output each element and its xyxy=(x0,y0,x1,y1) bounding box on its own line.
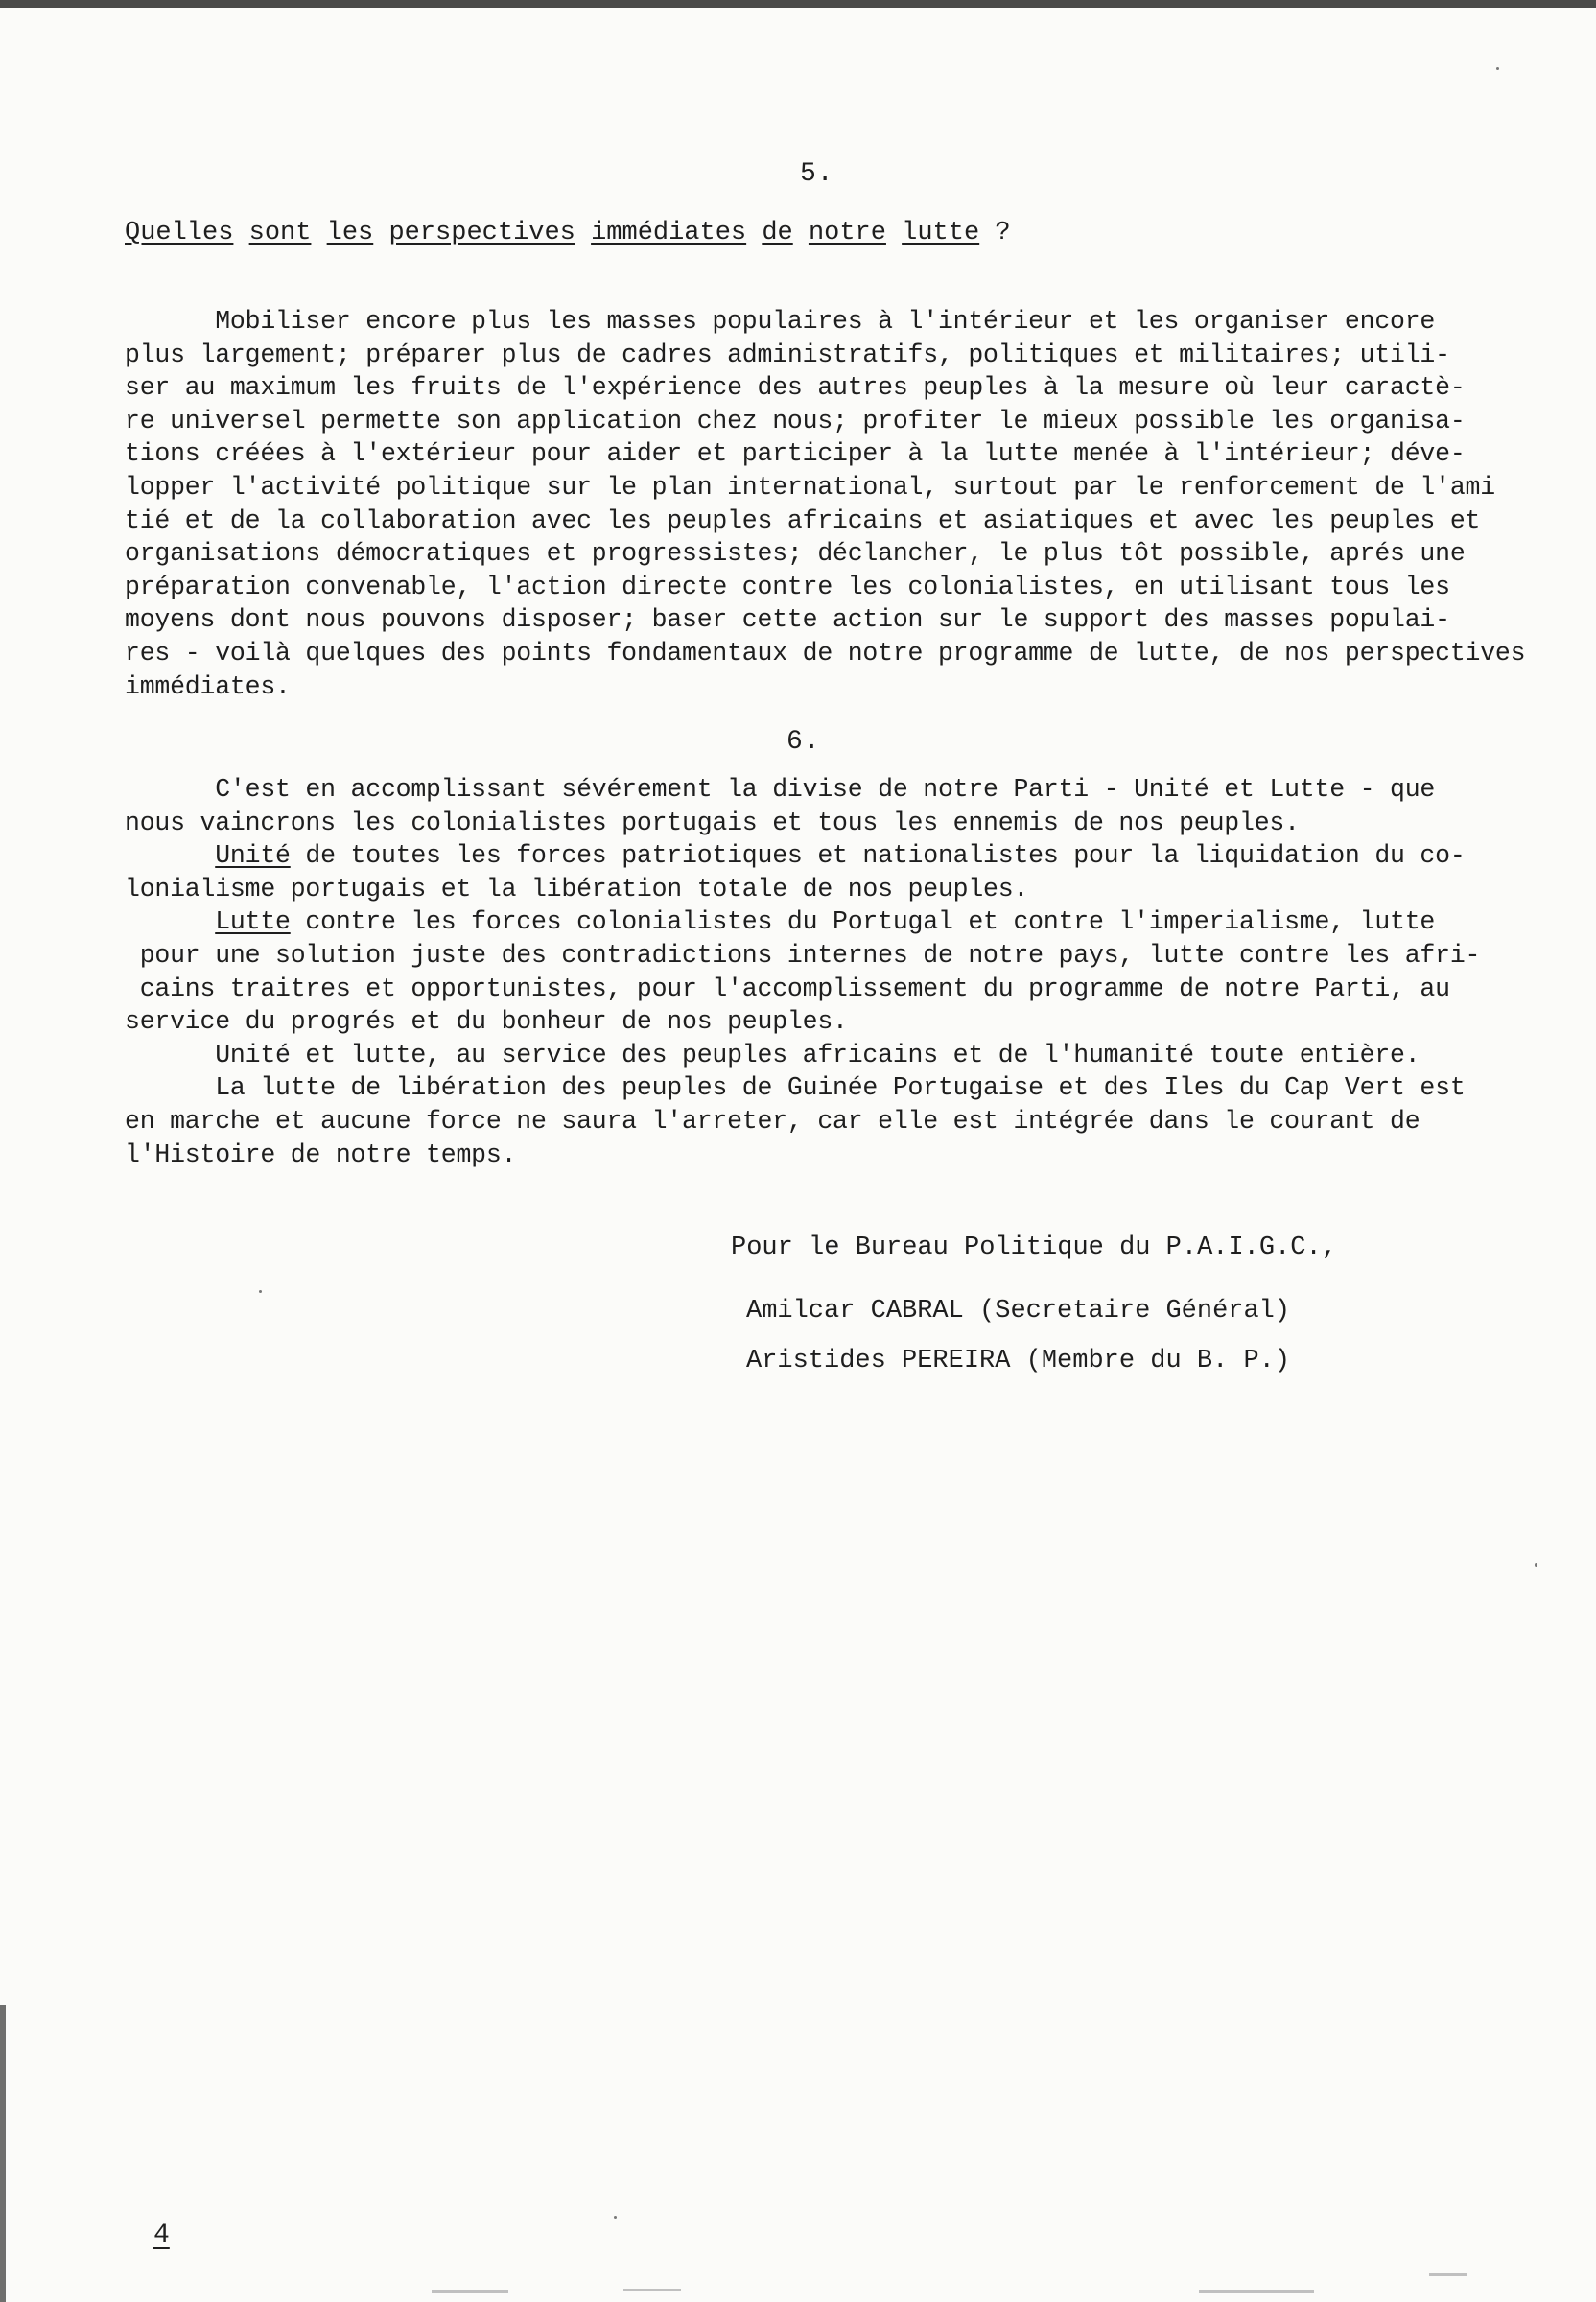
scan-speck xyxy=(259,1290,262,1293)
heading-word: les xyxy=(326,219,374,247)
scan-edge-left xyxy=(0,2005,6,2302)
text-line: ser au maximum les fruits de l'expérience des autres peuples à la mesure où leur caractè- xyxy=(125,373,1466,403)
heading-word: de xyxy=(762,219,793,247)
text-line: pour une solution juste des contradictions internes de notre pays, lutte contre les afri- xyxy=(125,940,1481,970)
text-line: l'Histoire de notre temps. xyxy=(125,1139,517,1169)
heading-word: immédiates xyxy=(591,219,747,247)
text-line: Unité et lutte, au service des peuples africains et de l'humanité toute entière. xyxy=(125,1040,1420,1069)
scan-speck xyxy=(1496,67,1499,70)
signature-pereira-line: Aristides PEREIRA (Membre du B. P.) xyxy=(746,1347,1291,1375)
scan-speck xyxy=(1535,1563,1537,1567)
section-number-6: 6. xyxy=(786,727,821,757)
section5-paragraph xyxy=(125,305,1525,703)
scan-edge-top xyxy=(0,0,1596,8)
heading-question-mark: ? xyxy=(995,219,1011,247)
text-line: plus largement; préparer plus de cadres administratifs, politiques et militaires; utili- xyxy=(125,340,1450,369)
text-line: immédiates. xyxy=(125,671,291,701)
text-line: moyens dont nous pouvons disposer; baser cette action sur le support des masses populai- xyxy=(125,605,1450,635)
heading-word: lutte xyxy=(902,219,980,247)
text-line: cains traitres et opportunistes, pour l'accomplissement du programme de notre Parti, au xyxy=(125,974,1450,1003)
text-line: tié et de la collaboration avec les peuples africains et asiatiques et avec les peuples et xyxy=(125,505,1481,535)
heading-word: Quelles xyxy=(125,219,234,247)
text-line: service du progrés et du bonheur de nos peuples. xyxy=(125,1007,848,1037)
scan-smudge xyxy=(1429,2273,1467,2276)
text-line: organisations démocratiques et progressistes; déclancher, le plus tôt possible, aprés une xyxy=(125,539,1466,569)
heading-word: perspectives xyxy=(388,219,575,247)
scan-smudge xyxy=(432,2290,508,2293)
text-line: nous vaincrons les colonialistes portugais et tous les ennemis de nos peuples. xyxy=(125,808,1300,837)
text-line: tions créées à l'extérieur pour aider et participer à la lutte menée à l'intérieur; déve- xyxy=(125,439,1466,469)
underlined-word-lutte: Lutte xyxy=(215,907,291,937)
text-line: lonialisme portugais et la libération totale de nos peuples. xyxy=(125,874,1029,904)
text-line: res - voilà quelques des points fondamentaux de notre programme de lutte, de nos perspectives xyxy=(125,638,1526,668)
text-line: en marche et aucune force ne saura l'arreter, car elle est intégrée dans le courant de xyxy=(125,1106,1420,1136)
scan-speck xyxy=(614,2216,617,2219)
signature-cabral-line: Amilcar CABRAL (Secretaire Général) xyxy=(746,1297,1291,1326)
section-number-5: 5. xyxy=(800,159,834,189)
text-line: C'est en accomplissant sévérement la divise de notre Parti - Unité et Lutte - que xyxy=(125,775,1436,804)
scan-smudge xyxy=(1199,2290,1314,2293)
footer-page-number: 4 xyxy=(153,2220,170,2250)
text-line: Mobiliser encore plus les masses populaires à l'intérieur et les organiser encore xyxy=(125,307,1436,336)
text-line: Unité de toutes les forces patriotiques et nationalistes pour la liquidation du co- xyxy=(215,841,1466,871)
section6-body xyxy=(125,773,1480,1171)
text-line: Lutte contre les forces colonialistes du Portugal et contre l'imperialisme, lutte xyxy=(215,907,1436,937)
heading-word: notre xyxy=(808,219,886,247)
section-heading xyxy=(125,219,1011,247)
text-line: re universel permette son application chez nous; profiter le mieux possible les organisa- xyxy=(125,406,1466,435)
heading-word: sont xyxy=(248,219,312,247)
text-line: La lutte de libération des peuples de Guinée Portugaise et des Iles du Cap Vert est xyxy=(125,1073,1466,1103)
scan-smudge xyxy=(623,2289,681,2291)
underlined-word-unite: Unité xyxy=(215,841,291,871)
text-line: lopper l'activité politique sur le plan international, surtout par le renforcement de l'ami xyxy=(125,472,1495,502)
text-line: préparation convenable, l'action directe contre les colonialistes, en utilisant tous les xyxy=(125,572,1450,601)
signature-bureau-line: Pour le Bureau Politique du P.A.I.G.C., xyxy=(731,1233,1337,1262)
